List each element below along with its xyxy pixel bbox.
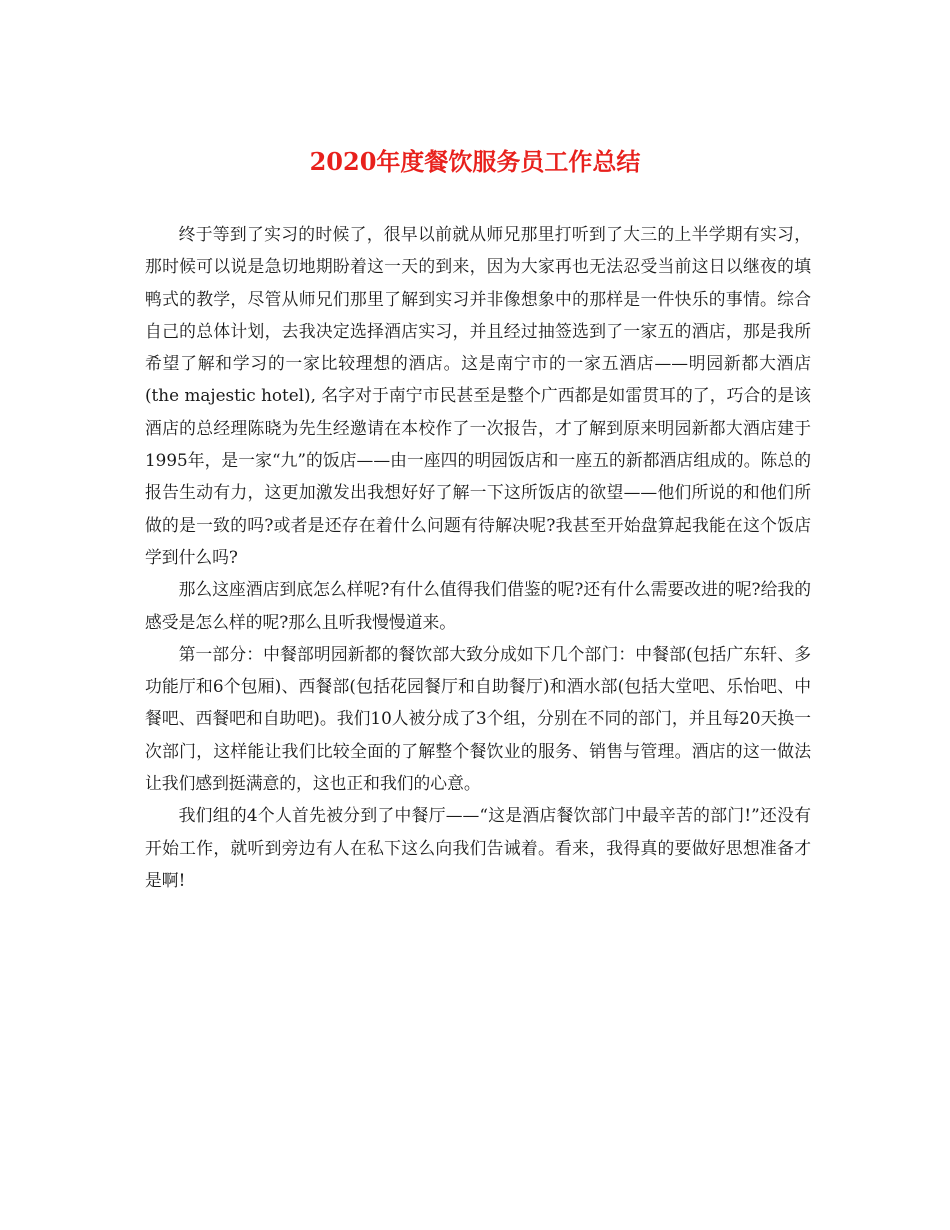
- paragraph: 我们组的4个人首先被分到了中餐厅——“这是酒店餐饮部门中最辛苦的部门!”还没有开始工作，就听到旁边有人在私下这么向我们告诫着。看来，我得真的要做好思想准备才是啊!: [145, 805, 811, 890]
- document-body: [145, 218, 811, 896]
- paragraph: 第一部分：中餐部明园新都的餐饮部大致分成如下几个部门：中餐部(包括广东轩、多功能厅和6个包厢)、西餐部(包括花园餐厅和自助餐厅)和酒水部(包括大堂吧、乐怡吧、中餐吧、西餐吧和自助吧)。我们10人被分成了3个组，分别在不同的部门，并且每20天换一次部门，这样能让我们比较全面的了解整个餐饮业的服务、销售与管理。酒店的这一做法让我们感到挺满意的，这也正和我们的心意。: [145, 643, 811, 794]
- document-title: 2020年度餐饮服务员工作总结: [309, 147, 641, 176]
- paragraph: 那么这座酒店到底怎么样呢?有什么值得我们借鉴的呢?还有什么需要改进的呢?给我的感受是怎么样的呢?那么且听我慢慢道来。: [145, 579, 811, 632]
- paragraph: 终于等到了实习的时候了，很早以前就从师兄那里打听到了大三的上半学期有实习，那时候可以说是急切地期盼着这一天的到来，因为大家再也无法忍受当前这日以继夜的填鸭式的教学，尽管从师兄们那里了解到实习并非像想象中的那样是一件快乐的事情。综合自己的总体计划，去我决定选择酒店实习，并且经过抽签选到了一家五的酒店，那是我所希望了解和学习的一家比较理想的酒店。这是南宁市的一家五酒店——明园新都大酒店(the majestic hotel), 名字对于南宁市民甚至是整个广西都是如雷贯耳的了，巧合的是该酒店的总经理陈晓为先生经邀请在本校作了一次报告，才了解到原来明园新都大酒店建于1995年，是一家“九”的饭店——由一座四的明园饭店和一座五的新都酒店组成的。陈总的报告生动有力，这更加激发出我想好好了解一下这所饭店的欲望——他们所说的和他们所做的是一致的吗?或者是还存在着什么问题有待解决呢?我甚至开始盘算起我能在这个饭店学到什么吗?: [145, 224, 811, 567]
